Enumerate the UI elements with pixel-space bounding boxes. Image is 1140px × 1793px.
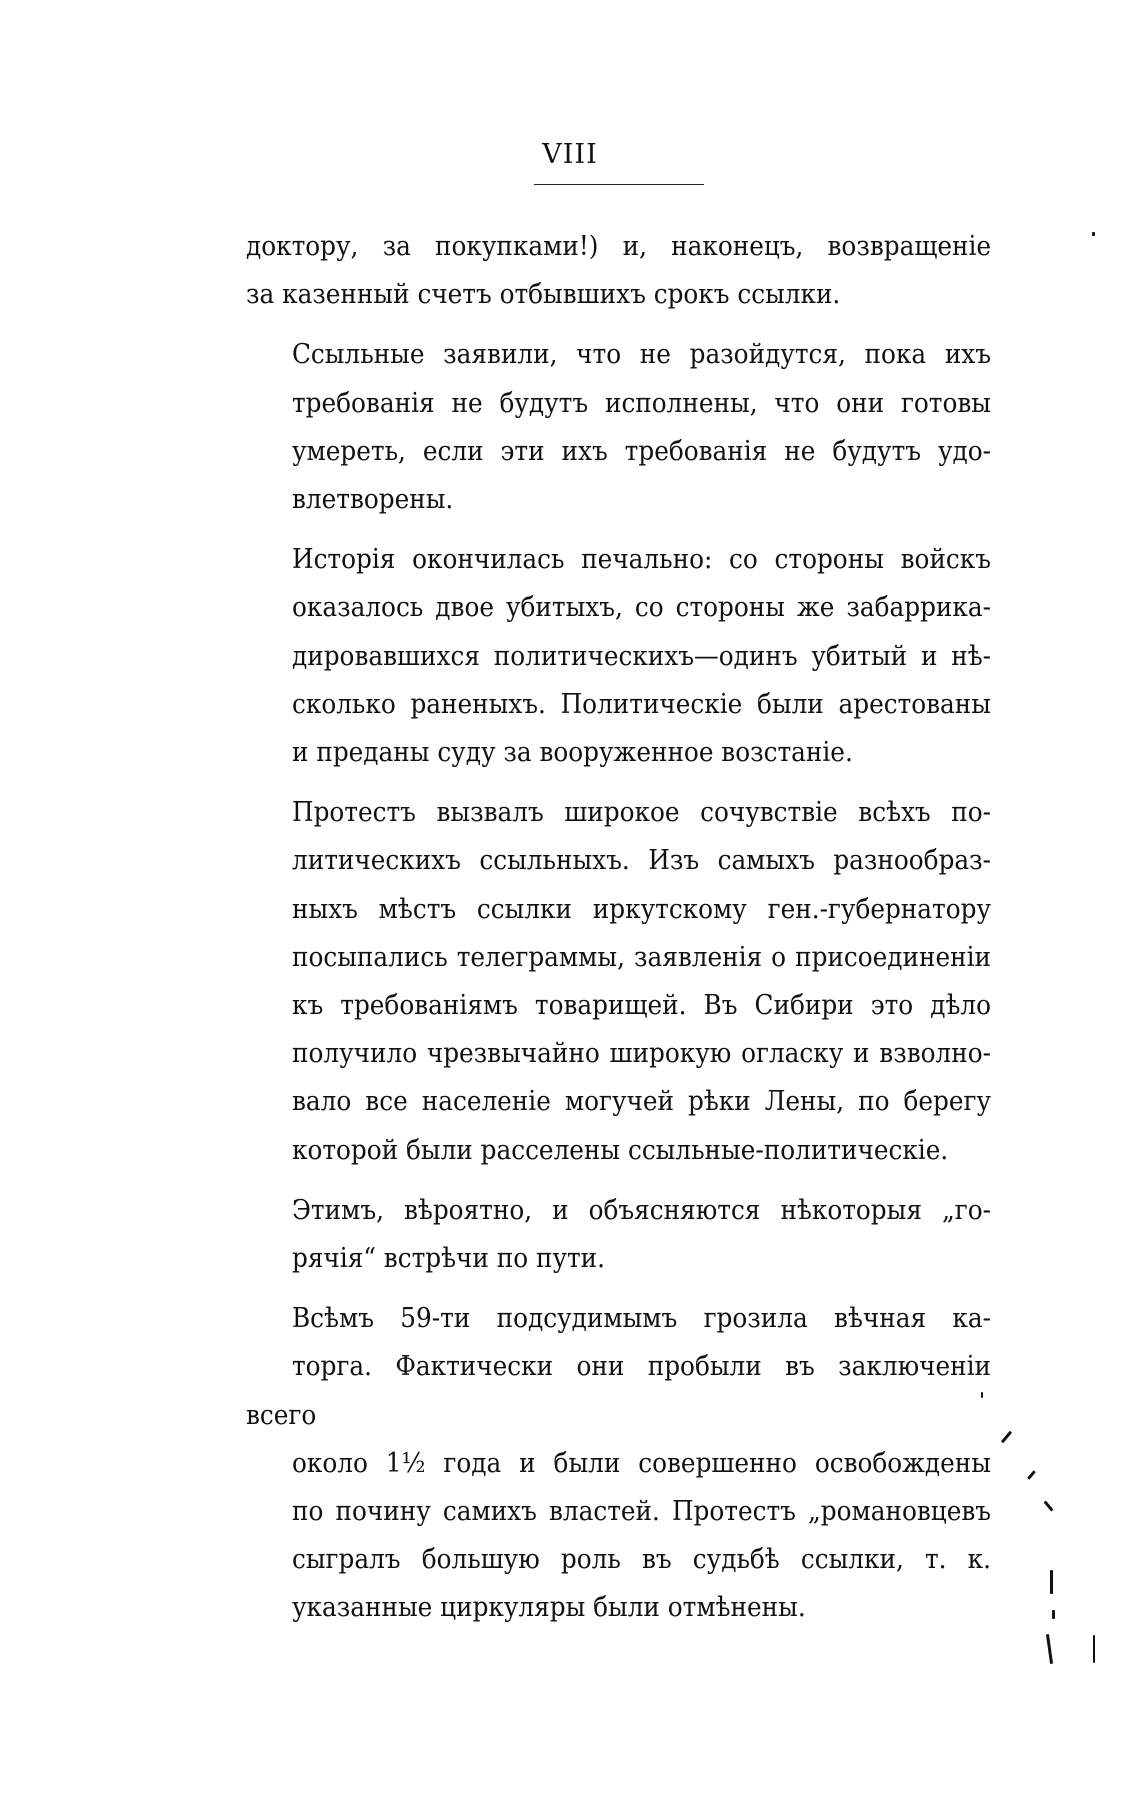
- text-line: Протестъ вызвалъ широкое сочувствіе всѣхъ по-: [292, 796, 991, 829]
- page-number: VIII: [542, 139, 598, 170]
- text-line: по почину самихъ властей. Протестъ „романовцевъ: [292, 1495, 991, 1528]
- text-line: посыпались телеграммы, заявленія о присоединеніи: [292, 940, 991, 973]
- text-line: сыгралъ большую роль въ судьбѣ ссылки, т. к.: [292, 1543, 991, 1576]
- header-rule: [534, 184, 704, 185]
- text-line: Ссыльные заявили, что не разойдутся, пока ихъ: [292, 338, 991, 371]
- paragraph-p6: [246, 1294, 991, 1631]
- text-line: около 1½ года и были совершенно освобождены: [292, 1446, 991, 1479]
- paragraph-p4: [246, 788, 991, 1174]
- text-line: получило чрезвычайно широкую огласку и взволно-: [292, 1037, 991, 1070]
- text-line: сколько раненыхъ. Политическіе были арестованы: [292, 687, 991, 720]
- text-line: и преданы суду за вооруженное возстаніе.: [292, 736, 853, 769]
- text-line: доктору, за покупками!) и, наконецъ, возвращеніе: [246, 230, 991, 262]
- text-line: литическихъ ссыльныхъ. Изъ самыхъ разнообраз-: [292, 844, 991, 877]
- text-line: Всѣмъ 59-ти подсудимымъ грозила вѣчная ка-: [292, 1302, 991, 1335]
- text-line: Исторія окончилась печально: со стороны войскъ: [292, 543, 991, 576]
- text-line: указанные циркуляры были отмѣнены.: [292, 1591, 806, 1624]
- paragraph-p1: [246, 222, 991, 318]
- text-line: ныхъ мѣстъ ссылки иркутскому ген.-губернатору: [292, 892, 991, 925]
- text-line: которой были расселены ссыльные-политическіе.: [292, 1133, 949, 1166]
- text-line: рячія“ встрѣчи по пути.: [292, 1242, 606, 1275]
- text-line: умереть, если эти ихъ требованія не будутъ удо-: [292, 434, 991, 467]
- text-line: оказалось двое убитыхъ, со стороны же забаррика-: [292, 591, 991, 624]
- text-line: за казенный счетъ отбывшихъ срокъ ссылки.: [246, 278, 841, 311]
- text-line: дировавшихся политическихъ—одинъ убитый и нѣ-: [292, 639, 991, 672]
- paragraph-p5: [246, 1186, 991, 1282]
- text-line: влетворены.: [292, 483, 454, 516]
- text-line: требованія не будутъ исполнены, что они готовы: [292, 386, 991, 419]
- text-line: торга. Фактически они пробыли въ заключеніи всего: [246, 1350, 991, 1431]
- text-line: вало все населеніе могучей рѣки Лены, по берегу: [292, 1085, 991, 1118]
- text-line: Этимъ, вѣроятно, и объясняются нѣкоторыя „го-: [292, 1193, 991, 1226]
- paragraph-p2: [246, 330, 991, 523]
- paragraph-p3: [246, 535, 991, 776]
- body-text: [246, 222, 991, 1644]
- text-line: къ требованіямъ товарищей. Въ Сибири это дѣло: [292, 989, 991, 1022]
